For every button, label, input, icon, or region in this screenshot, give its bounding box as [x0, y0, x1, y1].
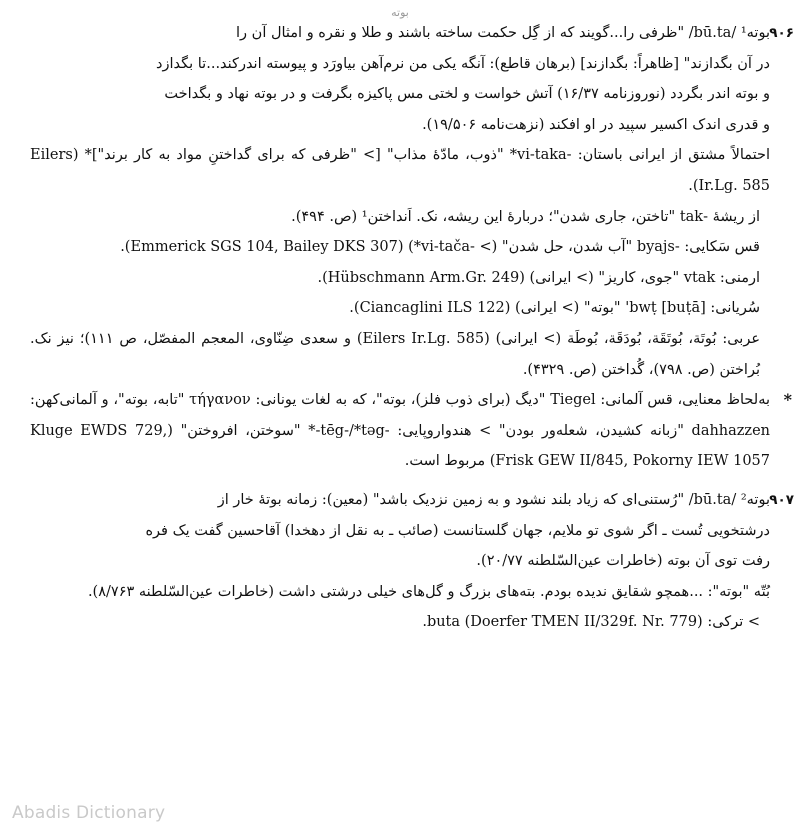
etymology-paragraph: > ترکی: buta (Doerfer TMEN II/329f. Nr. 779). [422, 614, 760, 631]
entry-definition-line: بوته¹ /bū.ta/ "ظرفی را...گویند که از گِل حکمت ساخته باشند و طلا و نقره و امثال آن را [236, 25, 770, 41]
entries-container [30, 18, 794, 638]
watermark: Abadis Dictionary [12, 803, 166, 823]
entry-definition-line: در آن بگدازند" [ظاهراً: بگدازند] (برهان قاطع): آنگه یکی من نرم‌آهن بیاورَد و پیوسته اندرکند...تا بگدازد [156, 55, 770, 72]
entry-definition-line: رفت توی آن بوته (خاطرات عین‌السّلطنه ۲۰/۷۷). [476, 553, 770, 570]
footnote-star: * [783, 390, 792, 410]
etymology-paragraph: قس سَکایی: -byajs "آب شدن، حل شدن" (> -vi-tača*) (Emmerick SGS 104, Bailey DKS 307). [120, 239, 760, 256]
etymology-paragraph: ارمنی: vtak "جوی، کاریز" (> ایرانی) (Hübschmann Arm.Gr. 249). [317, 269, 760, 286]
entry-definition-line: بوته² /bū.ta/ "رُستنی‌ای که زیاد بلند نشود و به زمین نزدیک باشد" (معین): زمانه بوتهٔ خار از [217, 491, 770, 508]
page-header-word: بوته [391, 6, 409, 19]
entry-definition-line: درشتخویی تُست ـ اگر شوی تو ملایم، جهان گلستانست (صائب ـ به نقل از دهخدا) آقاحسین گفت یک فره [145, 522, 770, 539]
footnote-text: به‌لحاظ معنایی، قس آلمانی: Tiegel "دیگ (برای ذوب فلز)، بوته"، که به لغات یونانی: τήγανον "تابه، بوته"، و آلمانی‌کهن: dahhazzen "زبانه کشیدن، شعله‌ور بودن" > هندواروپایی: -tēg-/*təg-* "سوختن، افروختن" (Kluge EWDS 729, Frisk GEW II/845, Pokorny IEW 1057) مربوط است. [30, 392, 770, 470]
entry-907 [30, 485, 794, 638]
etymology-paragraph: بُتّه "بوته": ...همچو شقایق ندیده بودم. بته‌های بزرگ و گل‌های خیلی درشتی داشت (خاطرات عین‌السّلطنه ۸/۷۶۳). [87, 583, 770, 600]
entry-definition-line: و بوته اندر بگردد (نوروزنامه ۱۶/۳۷) آتش خواست و لختی مس پاکیزه بگرفت و در بوته نهاد و بگداخت [164, 86, 770, 103]
etymology-paragraph: عربی: بُوتَة، بُوتَقَة، بُودَقَة، بُوطَة (> ایرانی) (Eilers Ir.Lg. 585) و سعدی ضِنّاوی، المعجم المفصّل، ص ۱۱۱)؛ نیز نک. بُراختن (ص. ۷۹۸)، گُداختن (ص. ۴۳۲۹). [30, 330, 760, 378]
entry-906 [30, 18, 794, 477]
etymology-paragraph: سُریانی: [buṭā] bwṭ' "بوته" (> ایرانی) (Ciancaglini ILS 122). [349, 300, 760, 317]
etymology-paragraph: از ریشهٔ -tak "تاختن، جاری شدن"؛ دربارهٔ این ریشه، نک. اَنداختن¹ (ص. ۴۹۴). [291, 208, 760, 225]
entry-definition-line: و قدری اندک اکسیر سپید در او افکند (نزهت‌نامه ۱۹/۵۰۶). [422, 116, 770, 133]
footnote [30, 385, 792, 477]
entry-number: ۹۰۷ [769, 491, 794, 508]
entry-number: ۹۰۶ [769, 25, 794, 41]
etymology-paragraph: احتمالاً مشتق از ایرانی باستان: -vi-taka* "ذوب، مادّهٔ مذاب" [> "ظرفی که برای گداختنِ مواد به کار برند"]* (Eilers Ir.Lg. 585). [30, 147, 771, 194]
